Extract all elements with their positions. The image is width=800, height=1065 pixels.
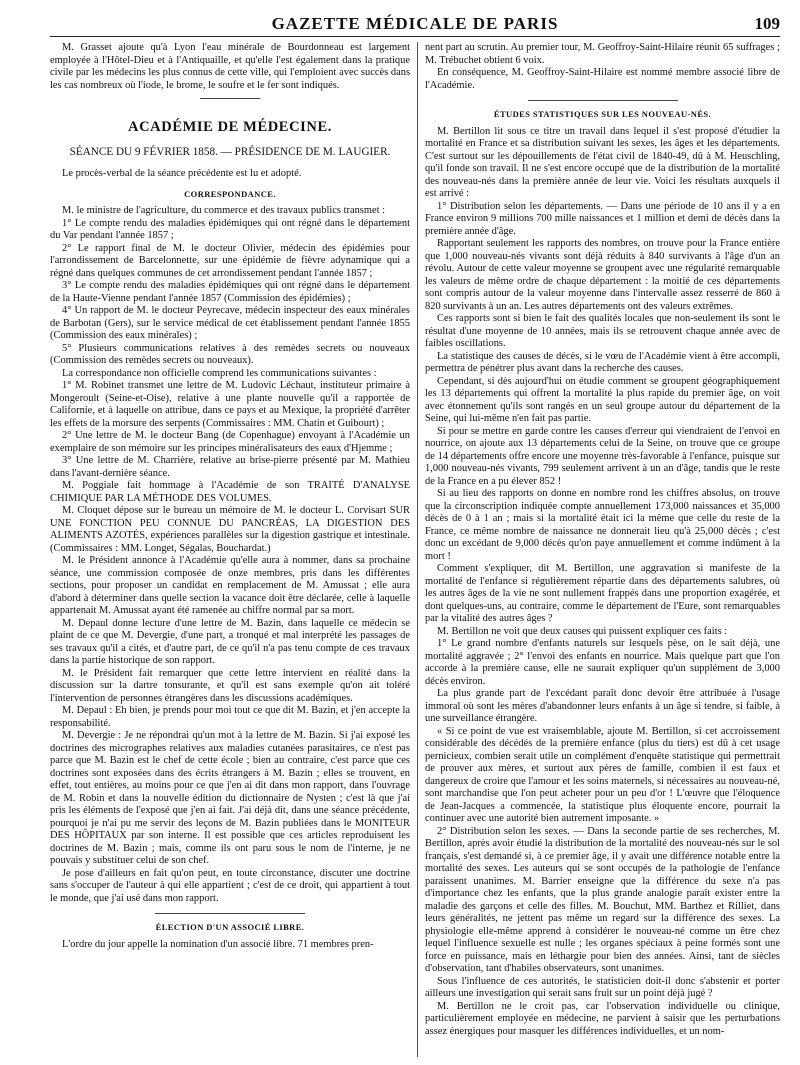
page-header [50,14,780,37]
body-paragraph: Rapportant seulement les rapports des nombres, on trouve pour la France entière que 1,000 nouveau-nés vivants sont déjà réduits à 840 survivants à l'âge d'un an révolu. Autour de cette valeur moyenne se groupent avec une régularité remarquable les valeurs de même ordre de chaque département : la moitié de ces départements sont compris autour de la valeur moyenne dans l'intervalle assez resserré de 860 à 820 survivants à un an. Les autres départements ont des valeurs extrêmes. [425,238,780,312]
list-item: 3° Le compte rendu des maladies épidémiques qui ont régné dans le département de la Haute-Vienne pendant l'année 1857 (Commission des épidémies) ; [50,280,410,304]
divider [528,100,678,101]
body-paragraph: M. Poggiale fait hommage à l'Académie de son TRAITÉ D'ANALYSE CHIMIQUE PAR LA MÉTHODE DES VOLUMES. [50,480,410,504]
body-paragraph: M. le Président fait remarquer que cette lettre intervient en réalité dans la discussion sur la dartre tonsurante, et qu'il est sans exemple qu'on ait toléré l'intervention de personnes étrangères dans les discussions académiques. [50,667,410,704]
election-heading: ÉLECTION D'UN ASSOCIÉ LIBRE. [155,922,305,932]
list-item: 1° Le compte rendu des maladies épidémiques qui ont régné dans le département du Var pendant l'année 1857 ; [50,217,410,241]
list-item: 2° Une lettre de M. le docteur Bang (de Copenhague) envoyant à l'Académie un exemplaire de son mémoire sur les principes minéralisateurs des eaux d'Hjemme ; [50,430,410,454]
list-item: 5° Plusieurs communications relatives à des remèdes secrets ou nouveaux (Commission des remèdes secrets ou nouveaux). [50,342,410,366]
list-item: 4° Un rapport de M. le docteur Peyrecave, médecin inspecteur des eaux minérales de Barbotan (Gers), sur le service médical de cet établissement pendant l'année 1855 (Commission des eaux minérales) ; [50,305,410,341]
journal-title: GAZETTE MÉDICALE DE PARIS [271,14,559,33]
list-item: 1° M. Robinet transmet une lettre de M. Ludovic Léchaut, instituteur primaire à Mongeroult (Seine-et-Oise), relative à une plante nouvelle qu'il a rapportée de Californie, et à laquelle on attribue, dans ce pays et au Mexique, la propriété d'arrêter les effets de la morsure des serpents (Commissaires : MM. Chatin et Guibourt) ; [50,380,410,429]
body-paragraph: Je pose d'ailleurs en fait qu'on peut, en toute circonstance, discuter une doctrine sans s'occuper de l'auteur à qui elle appartient ; c'est de ce droit, qui appartient à tout le monde, que j'ai usé dans mon rapport. [50,867,410,904]
section-title: ACADÉMIE DE MÉDECINE. [128,119,332,135]
body-paragraph: La statistique des causes de décès, si le vœu de l'Académie vient à être accompli, permettra de pénétrer plus avant dans la recherche des causes. [425,350,780,374]
body-paragraph: « Si ce point de vue est vraisemblable, ajoute M. Bertillon, si cet accroissement considérable des décédés de la première enfance (plus du tiers) est dû à cet usage pernicieux, combien serait utile un complément d'enquête statistique qui permettrait de prouver aux mères, et surtout aux pères de famille, combien il est faux et dangereux de croire que l'amour et les soins maternels, si nécessaires au nouveau-né, sont marchandise que l'on peut acheter pour un peu d'or ! L'œuvre que l'éloquence de Jean-Jacques a commencée, la statistique plus éloquente encore, pourrait la continuer avec une autorité bien autrement imposante. » [425,725,780,824]
body-paragraph: Sous l'influence de ces autorités, le statisticien doit-il donc s'abstenir et porter ailleurs une investigation qui serait sans fruit sur un point déjà jugé ? [425,975,780,999]
continuation-paragraph: nent part au scrutin. Au premier tour, M. Geoffroy-Saint-Hilaire réunit 65 suffrages ; M. Trébuchet obtient 6 voix. [425,42,780,66]
body-paragraph: M. Devergie : Je ne répondrai qu'un mot à la lettre de M. Bazin. Si j'ai exposé les doctrines des micrographes relatives aux maladies cutanées parasitaires, ce n'est pas parce que M. Bazin est le chef de cette école ; bien au contraire, c'est parce que ces doctrines sont exposées dans des écrits étrangers à M. Bazin ; elles se trouvent, en effet, tout entières, au moins pour ce que j'en ai dit dans mon rapport, dans l'ouvrage de M. Robin et dans la nouvelle édition du dictionnaire de Nysten ; c'est là que j'ai pris les éléments de l'exposé que j'en ai fait. J'ai déjà dit, dans une séance précédente, pourquoi je n'ai pu me servir des leçons de M. Bazin publiées dans le MONITEUR DES HÔPITAUX par son interne. Il est possible que ces articles reproduisent les doctrines de M. Bazin ; mais, comme ils ont paru sous le nom de l'interne, je ne pouvais y substituer celui de son chef. [50,730,410,866]
column-divider [417,42,418,1057]
left-column [50,42,410,1057]
divider [155,913,305,914]
body-paragraph: M. Bertillon ne le croit pas, car l'observation individuelle ou clinique, particulièrement employée en médecine, ne parvient à saisir que les perturbations assez énergiques pour masquer les différences individuelles, et un nom- [425,1000,780,1037]
body-paragraph: Cependant, si dès aujourd'hui on étudie comment se groupent géographiquement les 13 départements qui offrent la mortalité la plus rapide du premier âge, on voit avec étonnement qu'ils sont rangés en un seul groupe autour du département de la Seine, qui lui-même n'en fait pas partie. [425,375,780,424]
minister-paragraph: M. le ministre de l'agriculture, du commerce et des travaux publics transmet : [62,205,386,216]
body-paragraph: Comment s'expliquer, dit M. Bertillon, une aggravation si manifeste de la mortalité de l'enfance si régulièrement répartie dans des départements salubres, où les autres âges de la vie ne sont nullement frappés dans une proportion exagérée, et dont quelques-uns, au contraire, comme le département de l'Eure, sont remarquables par la vitalité des autres âges ? [425,563,780,624]
body-paragraph: M. le Président annonce à l'Académie qu'elle aura à nommer, dans sa prochaine séance, une commission composée de onze membres, pris dans les différentes sections, pour proposer un candidat en remplacement de M. Amussat ; elle aura d'abord à déterminer dans quelle section la vacance doit être déclarée, celle à laquelle appartenait M. Amussat ayant été ramenée au chiffre normal par sa mort. [50,555,410,616]
body-paragraph: La plus grande part de l'excédant paraît donc devoir être attribuée à l'usage immoral où sont les mères d'abandonner leurs enfants à un âge si tendre, si faible, à une surveillance étrangère. [425,688,780,724]
body-paragraph: Ces rapports sont si bien le fait des qualités locales que non-seulement ils sont le résultat d'une moyenne de 10 années, mais ils se retrouvent chaque année avec de faibles oscillations. [425,313,780,349]
intro-paragraph: M. Grasset ajoute qu'à Lyon l'eau minérale de Bourdonneau est largement employée à l'Hôtel-Dieu et à l'Antiquaille, et qu'elle l'est également dans la pratique civile par les médecins les plus connus de cette ville, qui l'emploient avec succès dans les cas nombreux où l'iode, le brome, le soufre et le fer sont indiqués. [50,42,410,91]
consequence-paragraph: En conséquence, M. Geoffroy-Saint-Hilaire est nommé membre associé libre de l'Académie. [425,67,780,91]
list-item: 3° Une lettre de M. Charrière, relative au brise-pierre présenté par M. Mathieu dans l'avant-dernière séance. [50,455,410,479]
body-paragraph: Si pour se mettre en garde contre les causes d'erreur qui viendraient de l'envoi en nourrice, on ajoute aux 13 départements celui de la Seine, on trouve que ce groupe de 14 départements offre encore une moyenne très-favorable à l'enfance, puisque sur 1,000 nouveau-nés vivants, 799 seulement arrivent à un an d'âge, tandis que le reste de la France en a pu élever 852 ! [425,425,780,487]
etudes-heading: ÉTUDES STATISTIQUES SUR LES NOUVEAU-NÉS. [493,109,712,119]
list-item: 2° Le rapport final de M. le docteur Olivier, médecin des épidémies pour l'arrondissement de Barcelonnette, sur une épidémie de fièvre adynamique qui a régné dans quelques communes de cet arrondissement pendant l'année 1857 ; [50,242,410,279]
session-line: SÉANCE DU 9 FÉVRIER 1858. — PRÉSIDENCE DE M. LAUGIER. [69,145,391,158]
election-paragraph: L'ordre du jour appelle la nomination d'un associé libre. 71 membres pren- [62,938,374,950]
body-paragraph: M. Depaul donne lecture d'une lettre de M. Bazin, dans laquelle ce médecin se plaint de ce que M. Devergie, d'une part, a tronqué et mal interprété les passages de ses travaux qu'il a cités, et d'autre part, de ce qu'il n'a pas tenu compte de ces travaux dans la partie historique de son rapport. [50,617,410,666]
body-paragraph: M. Cloquet dépose sur le bureau un mémoire de M. le docteur L. Corvisart SUR UNE FONCTION PEU CONNUE DU PANCRÉAS, LA DIGESTION DES ALIMENTS AZOTÉS, expériences parallèles sur la digestion gastrique et intestinale. (Commissaires : MM. Longet, Ségalas, Bouchardat.) [50,505,410,554]
right-column [425,42,780,1057]
body-paragraph: M. Bertillon ne voit que deux causes qui puissent expliquer ces faits : [437,625,728,637]
correspondance-heading: CORRESPONDANCE. [184,188,276,199]
body-paragraph: M. Depaul : Eh bien, je prends pour moi tout ce que dit M. Bazin, et j'en accepte la responsabilité. [50,705,410,729]
minutes-paragraph: Le procès-verbal de la séance précédente est lu et adopté. [62,168,302,179]
divider [200,98,260,99]
body-paragraph: M. Bertillon lit sous ce titre un travail dans lequel il s'est proposé d'étudier la mortalité en France et sa distribution suivant les sexes, les âges et les départements. C'est surtout sur les dépouillements de l'état civil de 1840-49, dû à M. Heuschling, qu'il fonde son travail. Il ne s'est encore occupé que de la distribution de la mortalité des nouveau-nés dans la première année de leur vie. Voici les résultats auxquels il est arrivé : [425,125,780,199]
nonofficial-paragraph: La correspondance non officielle comprend les communications suivantes : [62,367,377,379]
page-number: 109 [754,14,780,33]
body-paragraph: Si au lieu des rapports on donne en nombre rond les chiffres absolus, on trouve que la circonscription indiquée compte annuellement 173,000 naissances et 35,000 décès de 0 à 1 an ; mais si la mortalité était ici la même que celle du reste de la France, ce même nombre de naissance ne donnerait lieu qu'à 25,000 décès ; c'est donc un excédant de 9,000 décès qu'on paye annuellement et comme indûment à la mort ! [425,488,780,562]
body-paragraph: 2° Distribution selon les sexes. — Dans la seconde partie de ses recherches, M. Bertillon, après avoir étudié la distribution de la mortalité des nouveau-nés sur le sol français, s'est demandé si, à ce premier âge, il y avait une différence notable entre la mortalité des sexes. Les auteurs qui se sont occupés de la pathologie de l'enfance paraissent unanimes. M. Barrier enseigne que la différence du sexe n'a pas d'importance chez les enfants, que la plus grande analogie paraît exister entre la maladie des garçons et celle des filles. M. Bouchut, MM. Barthez et Rilliet, dans leurs généralités, ne jettent pas même un regard sur la différence des sexes. La physiologie elle-même apprend à considérer le nouveau-né comme un être chez lequel l'influence sexuelle est nulle ; les organes spéciaux à peine formés sont une force en puissance, mais en léthargie pour bien des années. Ainsi, tant de siècles d'observation, tant d'habiles observateurs, sont unanimes. [425,825,780,974]
body-paragraph: 1° Le grand nombre d'enfants naturels sur lesquels pèse, on le sait déjà, une mortalité aggravée ; 2° l'envoi des enfants en nourrice. Mais quelque part que l'on accorde à la première cause, elle ne saurait expliquer qu'un supplément de 3,000 décès environ. [425,638,780,687]
body-paragraph: 1° Distribution selon les départements. — Dans une période de 10 ans il y a en France environ 9 millions 700 mille naissances et 1 million et demi de décès dans la première année d'âge. [425,200,780,237]
